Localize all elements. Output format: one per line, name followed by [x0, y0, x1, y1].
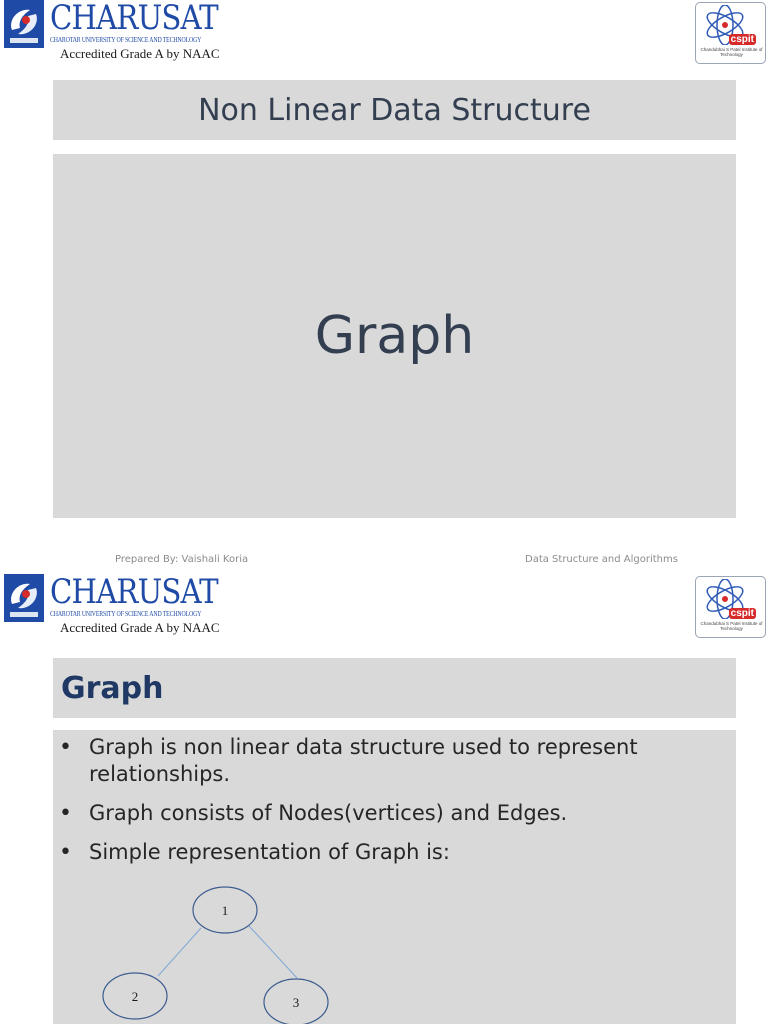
footer-author: Prepared By: Vaishali Koria: [115, 554, 249, 565]
slide-2: [0, 574, 768, 1024]
graph-node: [193, 887, 257, 933]
charusat-logo: [4, 0, 220, 66]
cspit-logo: [695, 2, 766, 64]
graph-node-label: 2: [131, 989, 139, 1004]
slide-body-text: Graph: [53, 154, 736, 518]
graph-edge-1-2: [158, 928, 201, 976]
graph-edge-1-3: [249, 926, 297, 978]
cspit-badge: cspit: [730, 34, 754, 45]
cspit-logo: [695, 576, 766, 638]
slide-title: Non Linear Data Structure: [53, 80, 736, 140]
graph-node: [103, 973, 167, 1019]
charusat-emblem-icon: [4, 574, 44, 622]
graph-diagram: [53, 730, 736, 1024]
logo-accreditation: Accredited Grade A by NAAC: [60, 46, 220, 61]
slide-body: [53, 730, 736, 1024]
logo-accreditation: Accredited Grade A by NAAC: [60, 620, 220, 635]
footer-course: Data Structure and Algorithms: [525, 554, 678, 565]
logo-subtitle: CHAROTAR UNIVERSITY OF SCIENCE AND TECHNOLOGY: [50, 610, 202, 618]
charusat-emblem-icon: [4, 0, 44, 48]
logo-brand-text: CHARUSAT: [50, 0, 218, 38]
bullet-item: • Graph is non linear data structure used to represent relationships.: [53, 734, 706, 788]
graph-node-label: 1: [221, 903, 229, 918]
cspit-institute-name: Chandubhai S Patel Institute of Technology: [700, 621, 763, 631]
logo-subtitle: CHAROTAR UNIVERSITY OF SCIENCE AND TECHNOLOGY: [50, 36, 202, 44]
bullet-item: • Simple representation of Graph is:: [53, 839, 706, 866]
cspit-institute-name: Chandubhai S Patel Institute of Technology: [700, 47, 763, 57]
logo-brand-text: CHARUSAT: [50, 572, 218, 612]
cspit-badge: cspit: [730, 608, 754, 619]
charusat-logo: [4, 572, 220, 640]
bullet-item: • Graph consists of Nodes(vertices) and Edges.: [53, 800, 706, 827]
graph-node-label: 3: [292, 995, 300, 1010]
slide-title: Graph: [53, 658, 736, 718]
graph-node: [264, 979, 328, 1024]
